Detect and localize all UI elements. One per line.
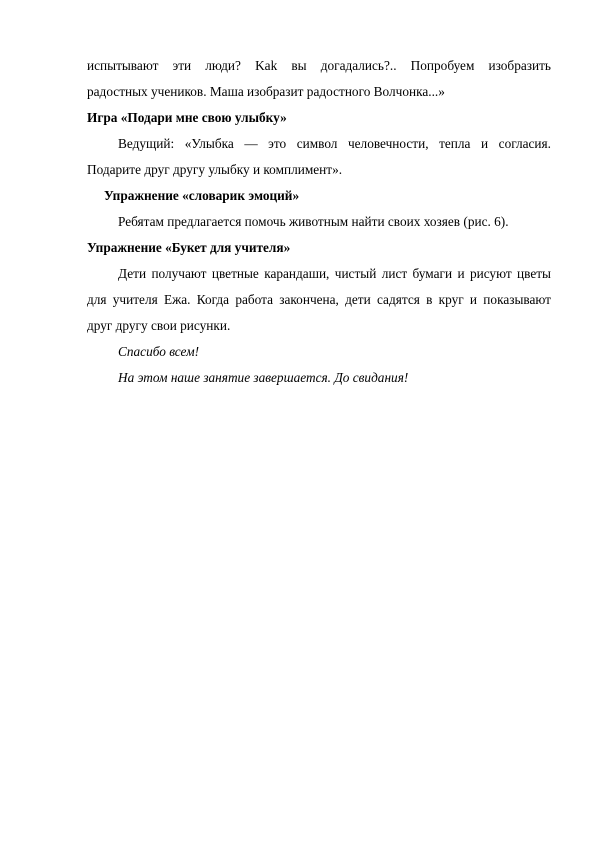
closing-line: На этом наше занятие завершается. До свидания! bbox=[118, 370, 409, 385]
text-line: радостных учеников. Маша изобразит радостного Волчонка...» bbox=[87, 84, 445, 99]
section-heading: Упражнение «Букет для учителя» bbox=[87, 240, 291, 255]
text-line: для учителя Ежа. Когда работа закончена, дети садятся в круг и показывают bbox=[87, 292, 551, 307]
text-line: испытывают эти люди? Kak вы догадались?.. Попробуем изобразить bbox=[87, 58, 551, 73]
text-line: Подарите друг другу улыбку и комплимент». bbox=[87, 162, 343, 177]
section-heading: Упражнение «словарик эмоций» bbox=[104, 188, 300, 203]
text-line: друг другу свои рисунки. bbox=[87, 318, 231, 333]
text-line: Ребятам предлагается помочь животным найти своих хозяев (рис. 6). bbox=[118, 214, 509, 229]
closing-line: Спасибо всем! bbox=[118, 344, 200, 359]
section-heading: Игра «Подари мне свою улыбку» bbox=[87, 110, 287, 125]
text-line: Ведущий: «Улыбка — это символ человечности, тепла и согласия. bbox=[118, 136, 551, 151]
text-line: Дети получают цветные карандаши, чистый лист бумаги и рисуют цветы bbox=[118, 266, 551, 281]
